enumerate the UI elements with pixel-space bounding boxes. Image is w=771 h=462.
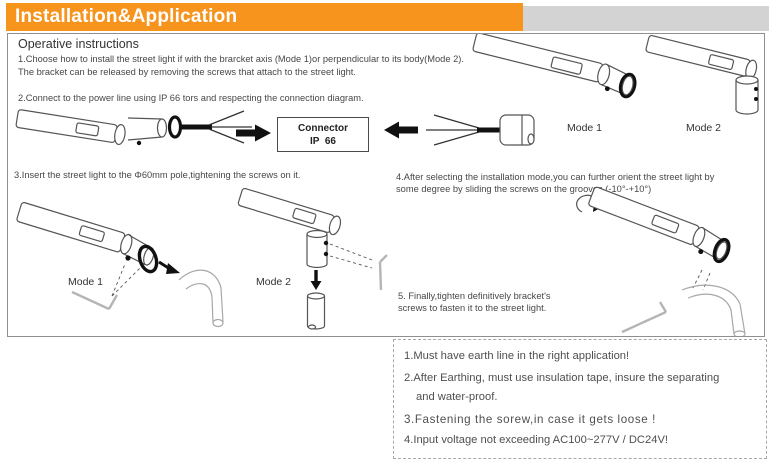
screw-dot-icon	[125, 255, 130, 260]
curved-pole	[179, 270, 223, 322]
allen-key-icon	[380, 255, 387, 290]
header-bar-extension	[523, 6, 769, 31]
note-item-1: 1.Must have earth line in the right application!	[404, 350, 630, 362]
note-item-2-line1: 2.After Earthing, must use insulation tape, insure the separating	[404, 372, 720, 384]
street-light-diagram-top-mode2	[640, 34, 770, 134]
step5-text-line2: screws to fasten it to the street light.	[398, 303, 547, 313]
step5-text-line1: 5. Finally,tighten definitively bracket's	[398, 291, 551, 301]
step1-text-line1: 1.Choose how to install the street light if with the brarcket axis (Mode 1)or perpendicular to its body(Mode 2).	[18, 54, 464, 64]
allen-key-icon	[72, 292, 117, 309]
guide-dashes	[112, 264, 140, 296]
step4-text-line1: 4.After selecting the installation mode,you can further orient the street light by	[396, 172, 715, 182]
guide-dashes	[330, 244, 372, 268]
allen-key-icon	[622, 302, 666, 332]
street-light-cable-diagram	[12, 100, 267, 162]
label-top-mode1: Mode 1	[567, 122, 603, 134]
connector-ip66-box	[277, 117, 369, 152]
install-diagram-mode1	[12, 192, 242, 340]
cable-to-connector-diagram	[384, 110, 536, 162]
note-item-3: 3.Fastening the sorew,in case it gets loose !	[404, 413, 656, 426]
arrow-to-pole-icon	[166, 263, 180, 274]
arrow-down-icon	[311, 281, 322, 290]
page-title: Installation&Application	[15, 6, 238, 27]
arrow-right-icon	[236, 124, 272, 142]
tighten-bracket-diagram	[552, 186, 770, 336]
guide-dashes	[693, 270, 710, 290]
arrow-left-icon	[384, 122, 418, 139]
screw-dot-icon	[754, 97, 758, 101]
screw-dot-icon	[754, 87, 758, 91]
step4-text-line2: some degree by sliding the screws on the grooves.(-10°-+10°)	[396, 184, 652, 194]
install-diagram-mode2	[232, 188, 397, 336]
note-item-4: 4.Input voltage not exceeding AC100~277V / DC24V!	[404, 434, 669, 446]
screw-dot-icon	[324, 241, 328, 245]
safety-notes-box	[393, 339, 767, 459]
wire-splay-icon	[426, 115, 479, 145]
label-bottom-mode1: Mode 1	[68, 276, 104, 288]
step1-text-line2: The bracket can be released by removing the screws that attach to the street light.	[18, 67, 356, 77]
screw-dot-icon	[698, 248, 704, 254]
screw-dot-icon	[137, 141, 141, 145]
label-bottom-mode2: Mode 2	[256, 276, 292, 288]
connector-label-line2: IP 66	[310, 135, 336, 147]
connector-ring-icon	[170, 117, 181, 137]
screw-dot-icon	[324, 252, 328, 256]
connector-label-line1: Connector	[298, 122, 348, 134]
section-heading: Operative instructions	[18, 37, 139, 51]
curved-pole	[682, 285, 745, 334]
step2-text: 2.Connect to the power line using IP 66 tors and respecting the connection diagram.	[18, 93, 364, 103]
header-banner	[6, 3, 523, 31]
note-item-2-line2: and water-proof.	[416, 391, 498, 403]
pole-tube	[308, 296, 325, 326]
label-top-mode2: Mode 2	[686, 122, 722, 134]
step3-text: 3.Insert the street light to the Φ60mm pole,tightening the screws on it.	[14, 170, 301, 180]
